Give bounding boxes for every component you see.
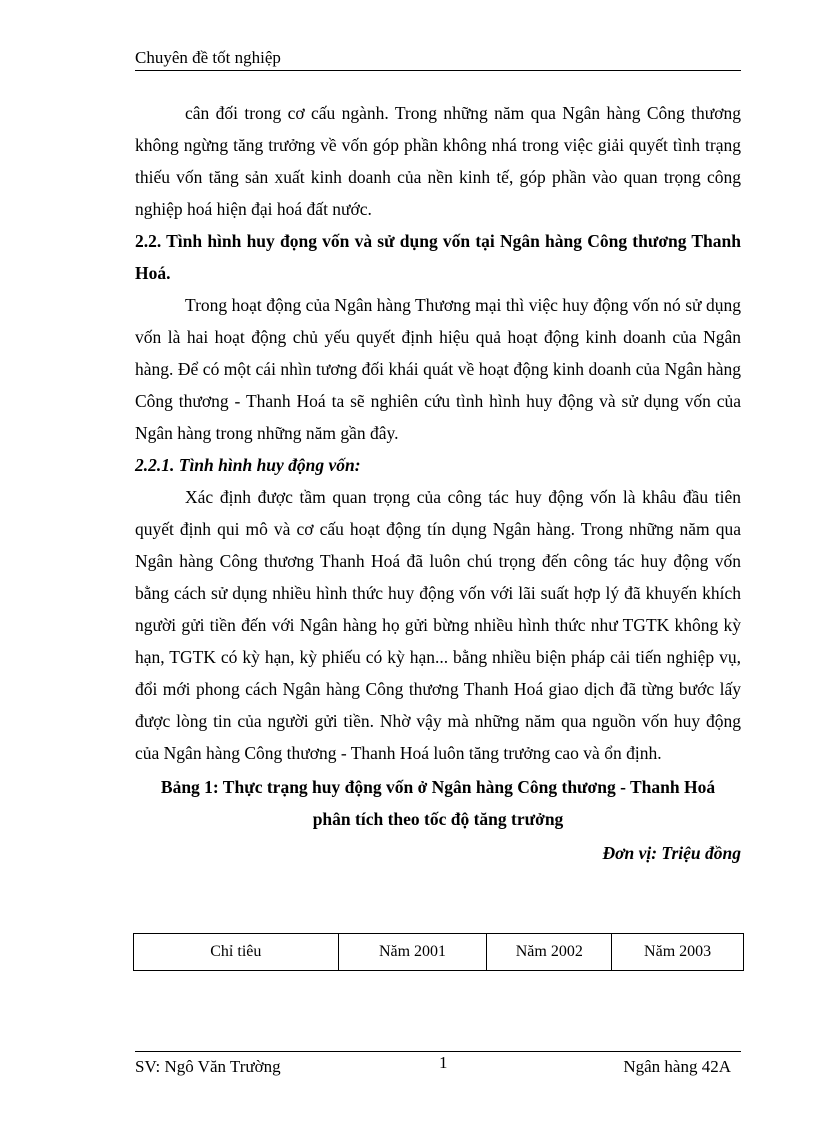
- page-header-title: Chuyên đề tốt nghiệp: [135, 48, 741, 71]
- header-nam-2002: Năm 2002: [487, 934, 612, 971]
- paragraph-1: cân đối trong cơ cấu ngành. Trong những năm qua Ngân hàng Công thương không ngừng tăng trưởng về vốn góp phần không nhá trong việc giải quyết tình trạng thiếu vốn tăng sản xuất kinh doanh của nền kinh tế, góp phần vào quan trọng công nghiệp hoá hiện đại hoá đất nước.: [135, 103, 741, 219]
- footer-class: Ngân hàng 42A: [623, 1057, 731, 1076]
- table-unit: Đơn vị: Triệu đồng: [602, 843, 741, 863]
- header-nam-2001: Năm 2001: [338, 934, 487, 971]
- data-table: [133, 933, 744, 971]
- footer-student: SV: Ngô Văn Trường: [135, 1057, 281, 1076]
- page-footer: [135, 1051, 741, 1080]
- paragraph-3: Xác định được tầm quan trọng của công tác huy động vốn là khâu đầu tiên quyết định qui mô và cơ cấu hoạt động tín dụng Ngân hàng. Trong những năm qua Ngân hàng Công thương Thanh Hoá đã luôn chú trọng đến công tác huy động vốn bằng cách sử dụng nhiều hình thức huy động vốn với lãi suất hợp lý đã khuyến khích người gửi tiền đến với Ngân hàng họ gửi bừng nhiều hình thức như TGTK không kỳ hạn, TGTK có kỳ hạn, kỳ phiếu có kỳ hạn... bằng nhiều biện pháp cải tiến nghiệp vụ, đổi mới phong cách Ngân hàng Công thương Thanh Hoá giao dịch đã từng bước lấy được lòng tin của người gửi tiền. Nhờ vậy mà những năm qua nguồn vốn huy động của Ngân hàng Công thương - Thanh Hoá luôn tăng trưởng cao và ổn định.: [135, 487, 741, 763]
- header-chi-tieu: Chỉ tiêu: [134, 934, 339, 971]
- paragraph-2: Trong hoạt động của Ngân hàng Thương mại thì việc huy động vốn nó sử dụng vốn là hai hoạt động chủ yếu quyết định hiệu quả hoạt động kinh doanh của Ngân hàng. Để có một cái nhìn tương đối khái quát về hoạt động kinh doanh của Ngân hàng Công thương - Thanh Hoá ta sẽ nghiên cứu tình hình huy động và sử dụng vốn của Ngân hàng trong những năm gần đây.: [135, 295, 741, 443]
- section-heading-2-2-1: 2.2.1. Tình hình huy động vốn:: [135, 455, 361, 475]
- header-nam-2003: Năm 2003: [612, 934, 744, 971]
- table-caption: Bảng 1: Thực trạng huy động vốn ở Ngân hàng Công thương - Thanh Hoá phân tích theo tốc độ tăng trưởng: [160, 777, 716, 829]
- footer-page-number: 1: [439, 1053, 448, 1072]
- table-header-row: [134, 934, 744, 971]
- section-heading-2-2: 2.2. Tình hình huy đọng vốn và sử dụng vốn tại Ngân hàng Công thương Thanh Hoá.: [135, 231, 741, 283]
- document-body: [135, 97, 741, 869]
